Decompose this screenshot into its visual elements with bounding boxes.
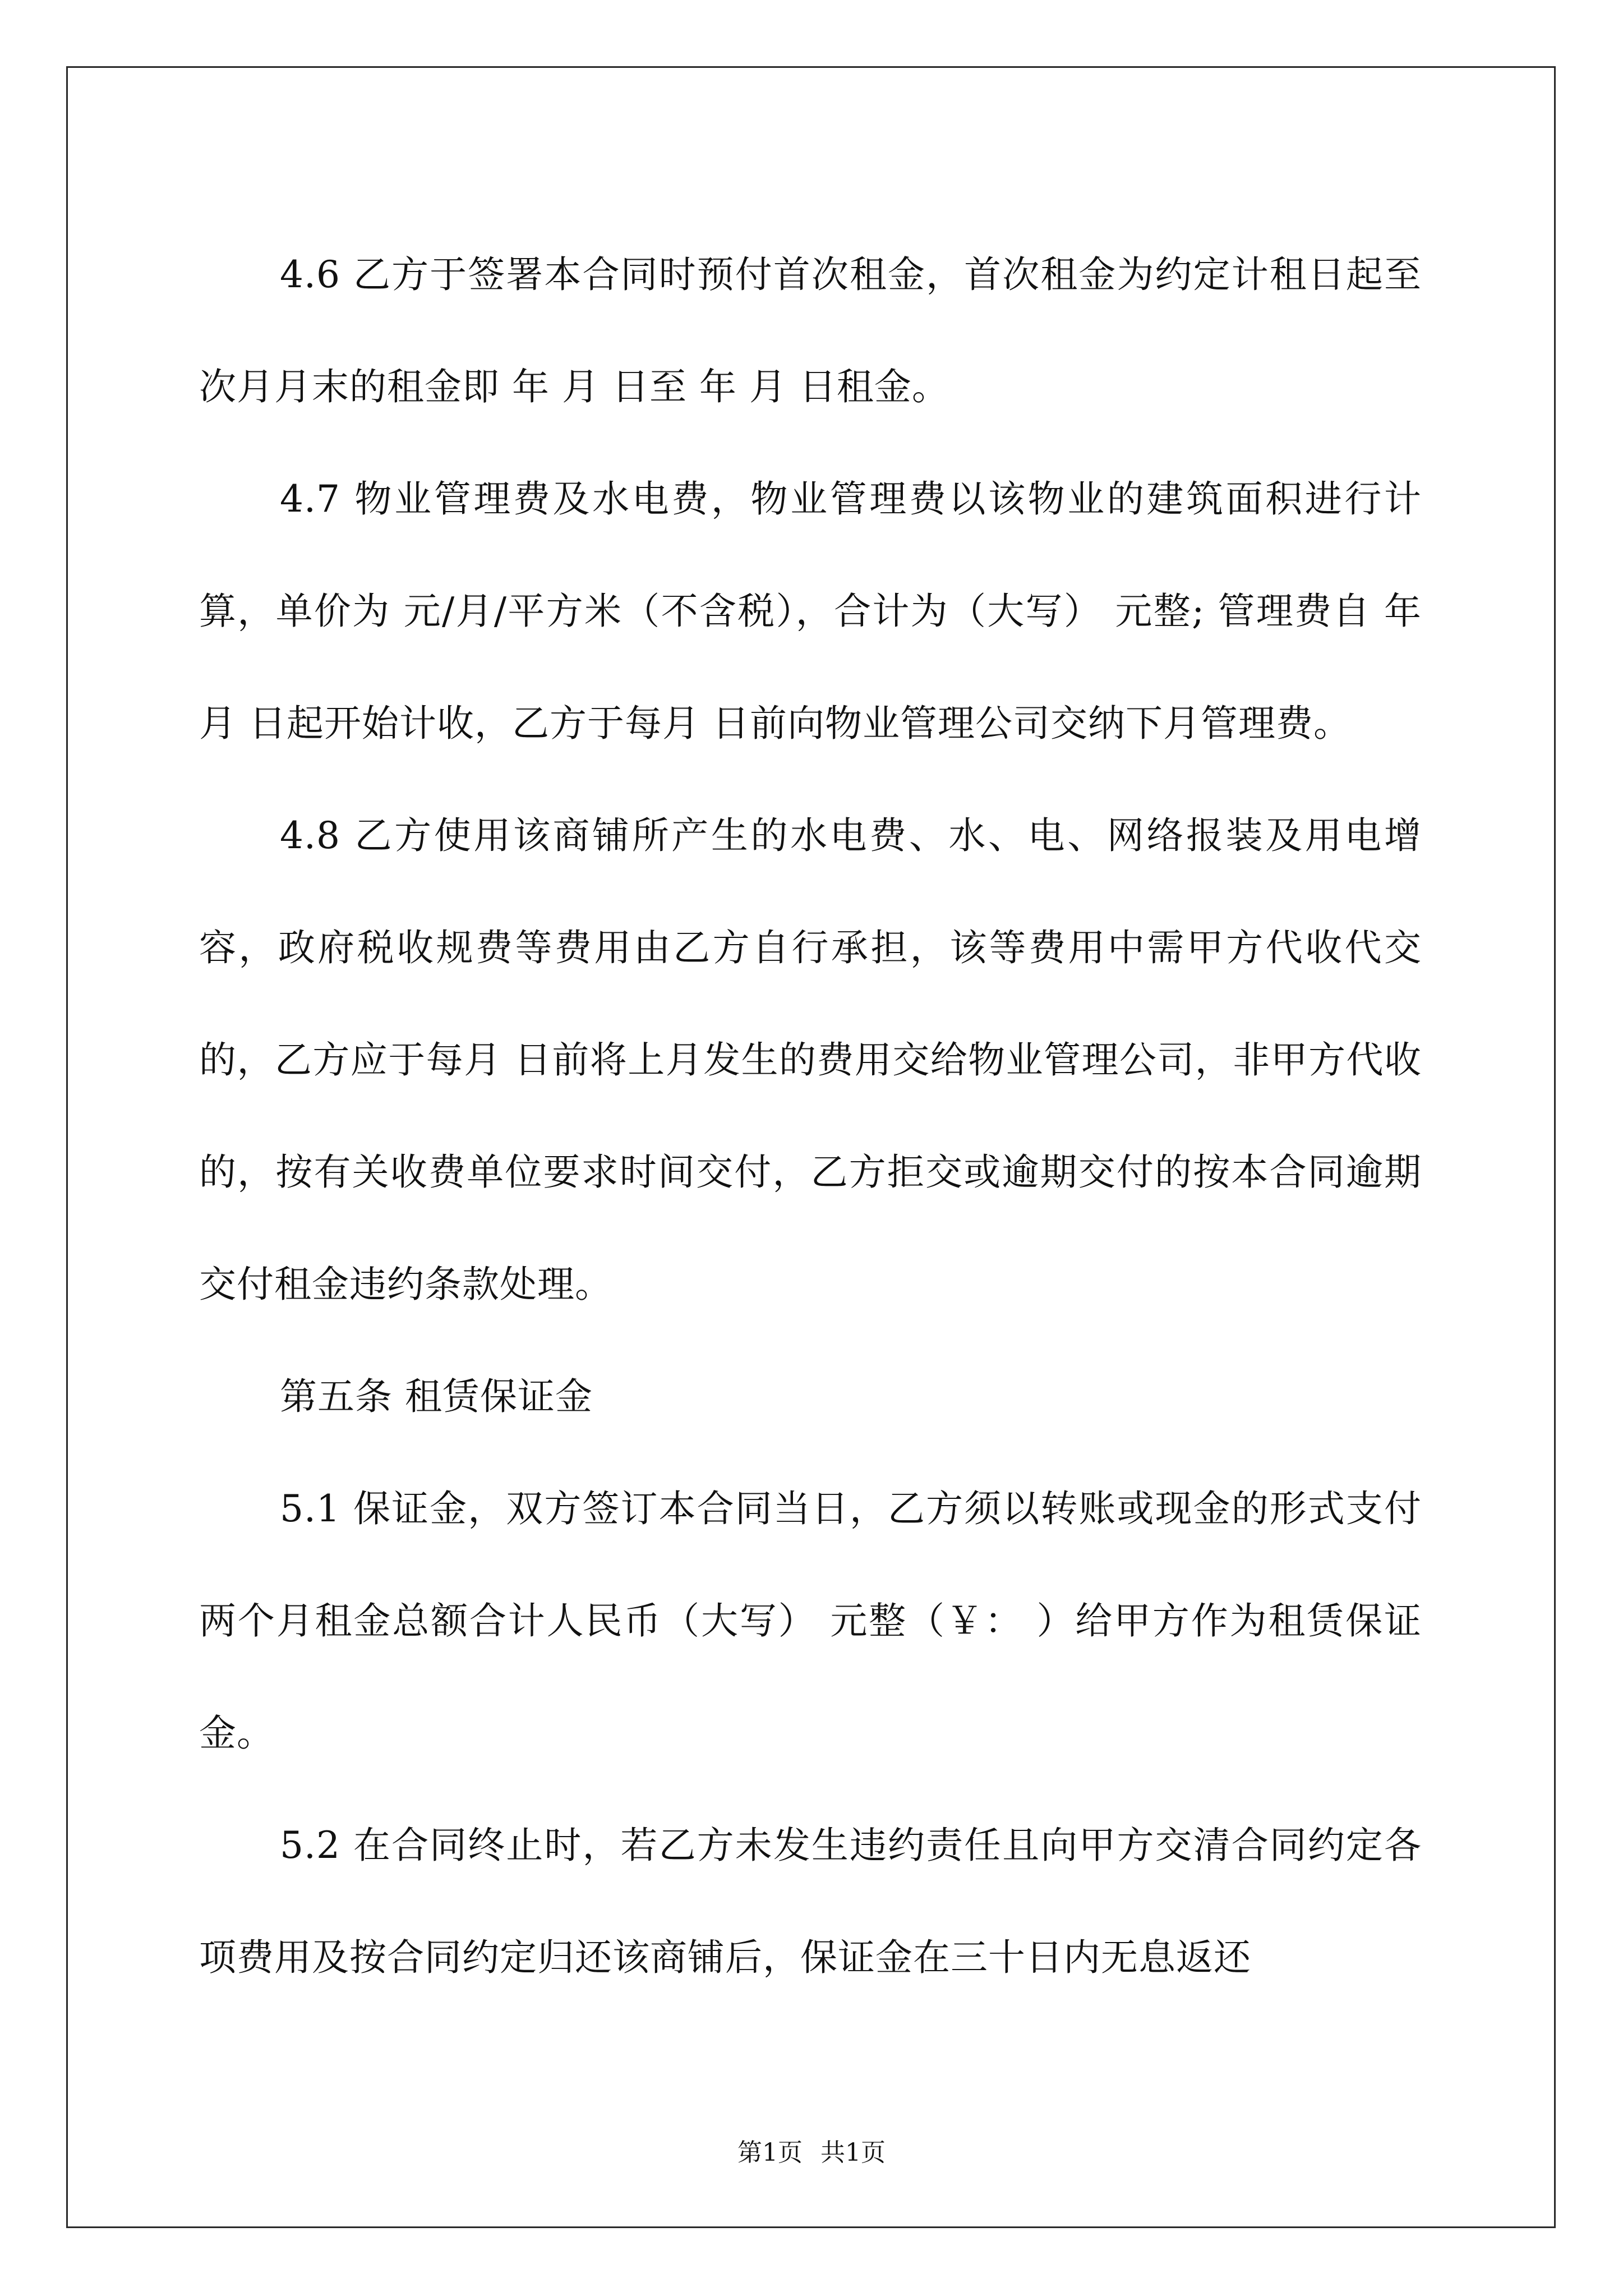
clause-4-6: 4.6 乙方于签署本合同时预付首次租金，首次租金为约定计租日起至次月月末的租金即 年 月 日至 年 月 日租金。 [199, 253, 1422, 408]
page-number: 第1页 共1页 [737, 2138, 886, 2167]
clause-4-7: 4.7 物业管理费及水电费，物业管理费以该物业的建筑面积进行计算，单价为 元/月/平方米（不含税），合计为（大写） 元整; 管理费自 年 月 日起开始计收，乙方于每月 日前向物业管理公司交纳下月管理费。 [199, 477, 1422, 745]
article-5-heading: 第五条 租赁保证金 [280, 1375, 593, 1418]
clause-5-1: 5.1 保证金，双方签订本合同当日，乙方须以转账或现金的形式支付两个月租金总额合计人民币（大写） 元整（￥： ）给甲方作为租赁保证金。 [199, 1487, 1422, 1755]
clause-5-2: 5.2 在合同终止时，若乙方未发生违约责任且向甲方交清合同约定各项费用及按合同约定归还该商铺后，保证金在三十日内无息返还 [199, 1824, 1422, 1979]
document-body [199, 219, 1422, 2014]
clause-4-8: 4.8 乙方使用该商铺所产生的水电费、水、电、网络报装及用电增容，政府税收规费等费用由乙方自行承担，该等费用中需甲方代收代交的，乙方应于每月 日前将上月发生的费用交给物业管理公司，非甲方代收的，按有关收费单位要求时间交付，乙方拒交或逾期交付的按本合同逾期交付租金违约条款处理。 [199, 814, 1422, 1306]
